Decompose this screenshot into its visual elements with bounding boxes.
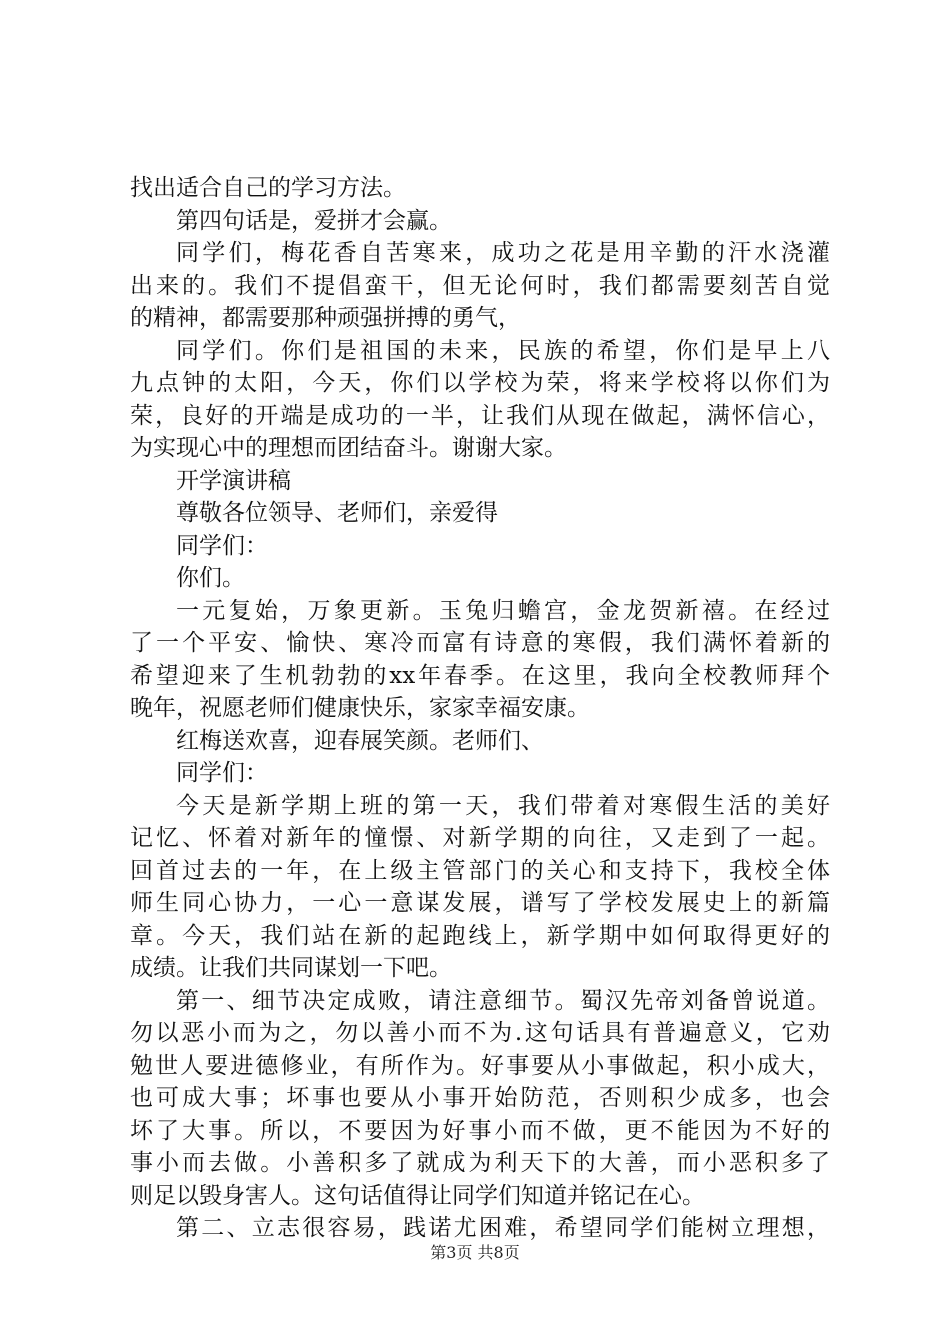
text-line: 也可成大事；坏事也要从小事开始防范，否则积少成多，也会 — [130, 1085, 830, 1111]
text-line: 开学演讲稿 — [176, 467, 291, 494]
text-line: 晚年，祝愿老师们健康快乐，家家幸福安康。 — [130, 695, 590, 721]
text-line: 章。今天，我们站在新的起跑线上，新学期中如何取得更好的 — [130, 922, 830, 949]
text-line: 则足以毁身害人。这句话值得让同学们知道并铭记在心。 — [130, 1182, 705, 1209]
text-line: 师生同心协力，一心一意谋发展，谱写了学校发展史上的新篇 — [130, 890, 830, 916]
text-line: 第二、立志很容易，践诺尤困难，希望同学们能树立理想， — [176, 1215, 830, 1241]
text-line: 了一个平安、愉快、寒冷而富有诗意的寒假，我们满怀着新的 — [130, 630, 830, 656]
text-line: 回首过去的一年，在上级主管部门的关心和支持下，我校全体 — [130, 857, 830, 884]
text-line: 同学们： — [176, 760, 268, 786]
text-line: 成绩。让我们共同谋划一下吧。 — [130, 955, 452, 981]
body-text — [130, 172, 830, 1245]
text-line: 九点钟的太阳，今天，你们以学校为荣，将来学校将以你们为 — [130, 370, 830, 396]
text-line: 一元复始，万象更新。玉兔归蟾宫，金龙贺新禧。在经过 — [176, 597, 830, 624]
page-footer: 第3页 共8页 — [430, 1243, 520, 1262]
text-line: 今天是新学期上班的第一天，我们带着对寒假生活的美好 — [176, 792, 830, 819]
text-line: 荣，良好的开端是成功的一半，让我们从现在做起，满怀信心， — [130, 402, 830, 429]
text-line: 为实现心中的理想而团结奋斗。谢谢大家。 — [130, 435, 567, 461]
text-line: 尊敬各位领导、老师们，亲爱得 — [176, 500, 498, 526]
text-line: 同学们： — [176, 532, 268, 559]
text-line: 你们。 — [176, 565, 245, 591]
text-line: 记忆、怀着对新年的憧憬、对新学期的向往，又走到了一起。 — [130, 825, 830, 851]
text-line: 同学们。你们是祖国的未来，民族的希望，你们是早上八 — [176, 337, 830, 364]
text-line: 红梅送欢喜，迎春展笑颜。老师们、 — [176, 727, 544, 754]
text-line: 勿以恶小而为之，勿以善小而不为.这句话具有普遍意义，它劝 — [130, 1020, 830, 1046]
text-line: 第四句话是，爱拼才会赢。 — [176, 207, 452, 234]
text-line: 第一、细节决定成败，请注意细节。蜀汉先帝刘备曾说道。 — [176, 987, 830, 1014]
text-line: 事小而去做。小善积多了就成为利天下的大善，而小恶积多了 — [130, 1150, 830, 1176]
text-line: 出来的。我们不提倡蛮干，但无论何时，我们都需要刻苦自觉 — [130, 272, 830, 299]
text-line: 找出适合自己的学习方法。 — [130, 175, 406, 201]
text-line: 勉世人要进德修业，有所作为。好事要从小事做起，积小成大， — [130, 1052, 830, 1079]
text-line: 坏了大事。所以，不要因为好事小而不做，更不能因为不好的 — [130, 1117, 830, 1144]
text-line: 同学们，梅花香自苦寒来，成功之花是用辛勤的汗水浇灌 — [176, 240, 830, 266]
text-line: 的精神，都需要那种顽强拼搏的勇气， — [130, 305, 521, 331]
text-line: 希望迎来了生机勃勃的xx年春季。在这里，我向全校教师拜个 — [130, 662, 830, 689]
